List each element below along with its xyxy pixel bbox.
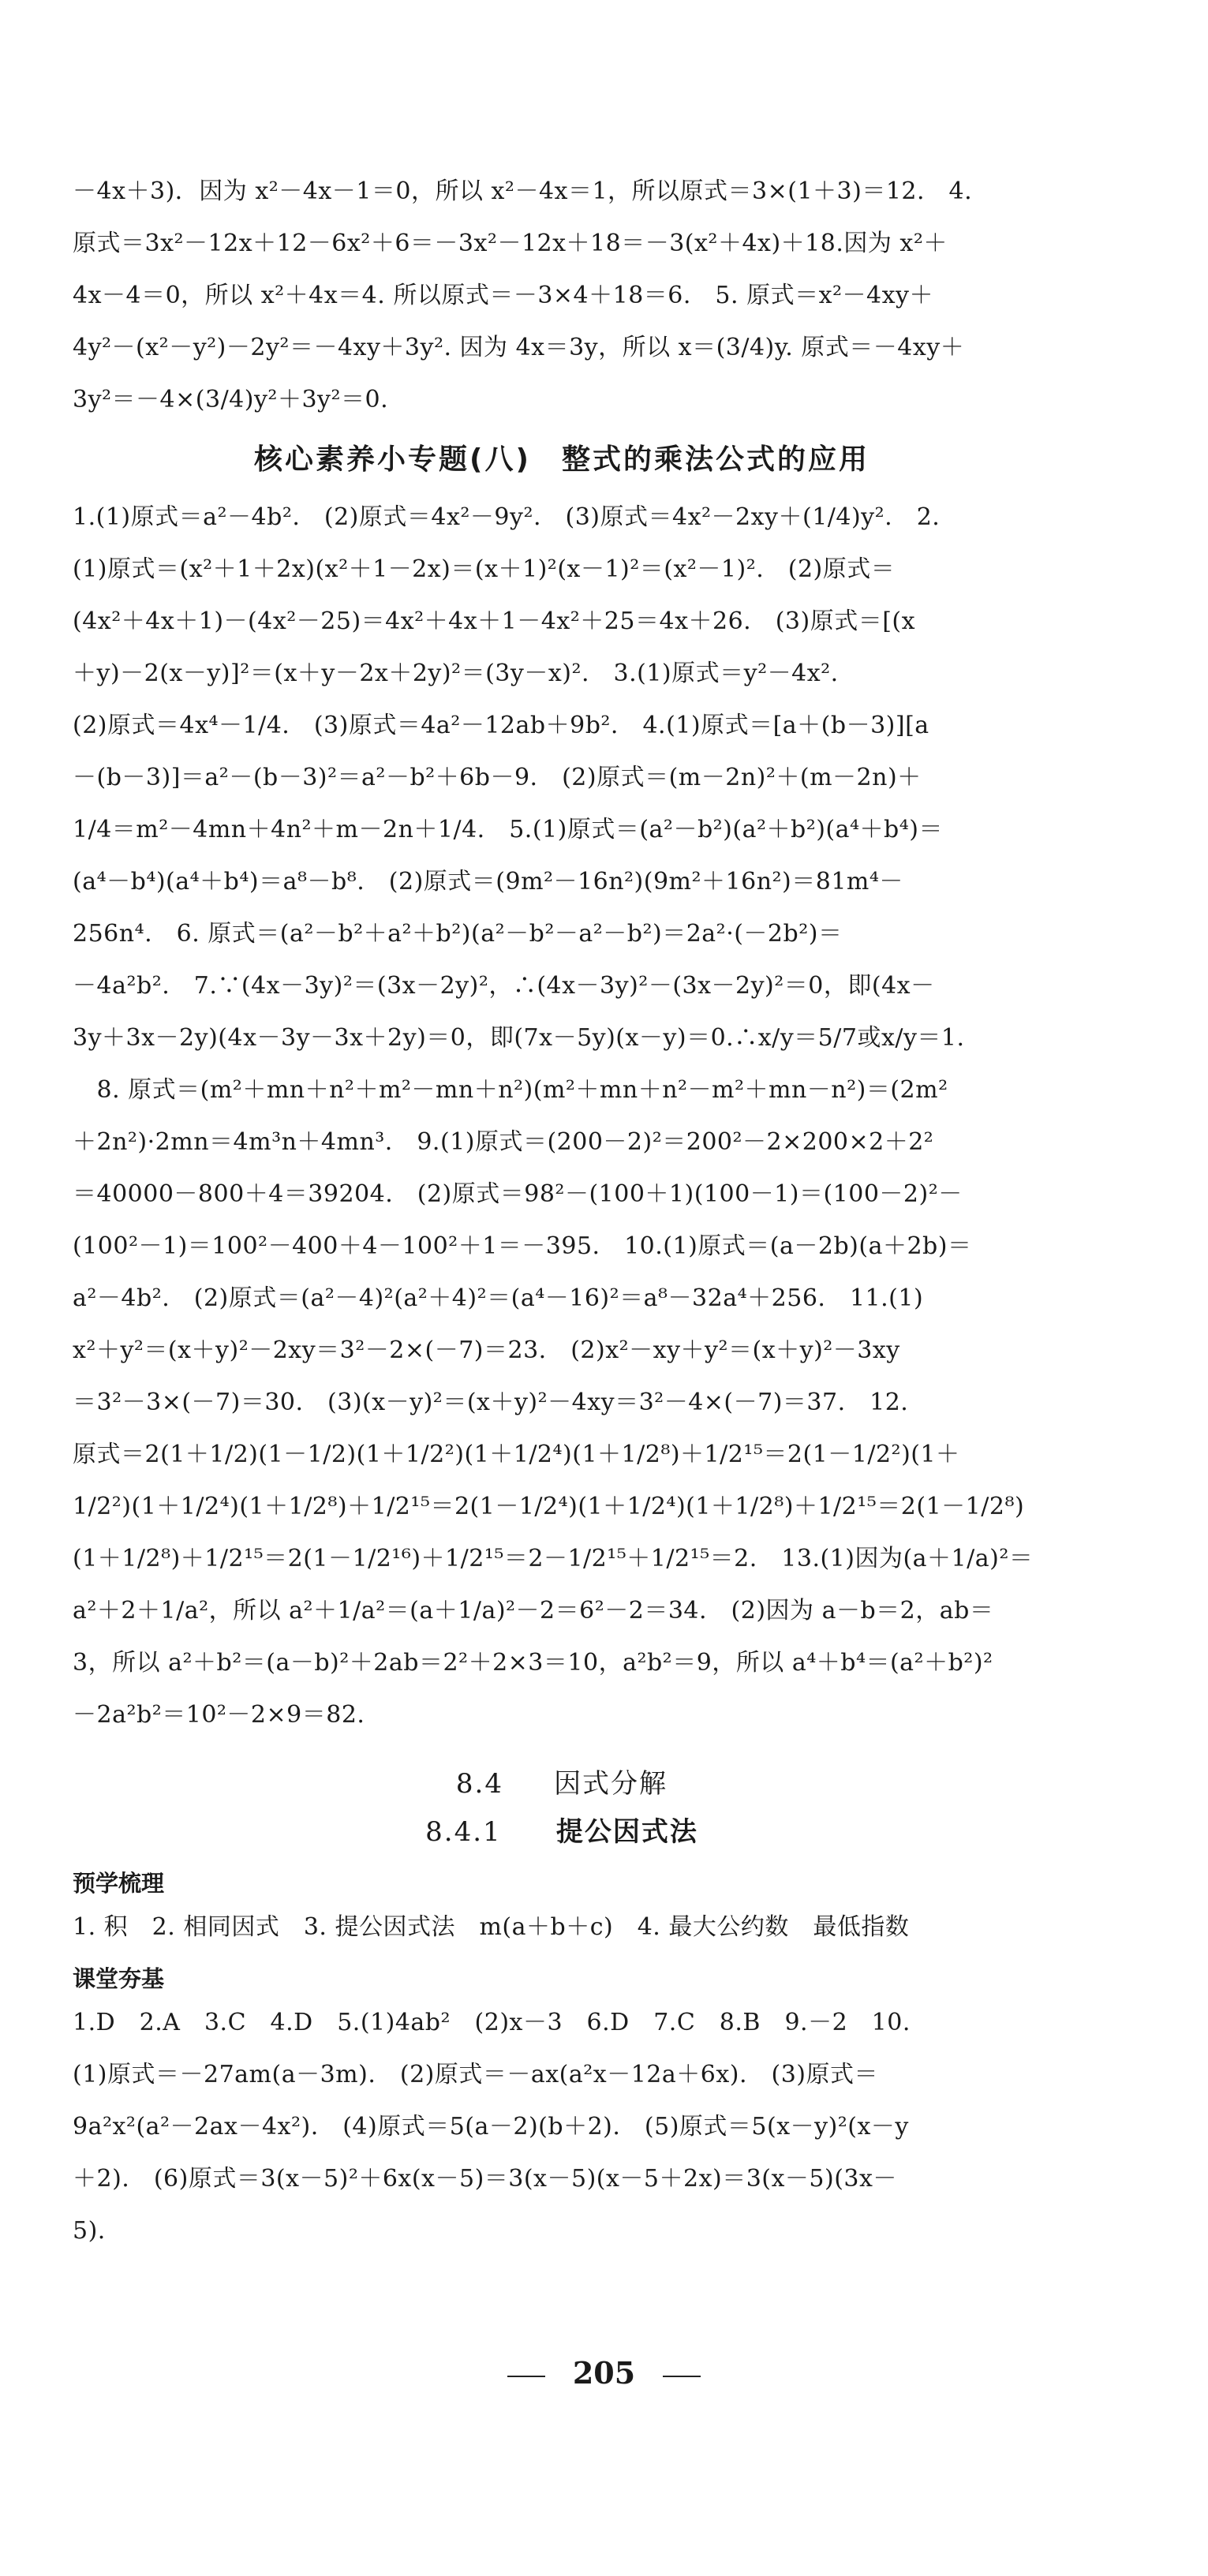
text-line: (1)原式＝－27am(a－3m). (2)原式＝－ax(a²x－12a＋6x). (3)原式＝ [73, 2061, 879, 2088]
text-line: 256n⁴. 6. 原式＝(a²－b²＋a²＋b²)(a²－b²－a²－b²)＝2a²·(－2b²)＝ [73, 920, 843, 948]
text-line: －4a²b². 7.∵(4x－3y)²＝(3x－2y)²，∴(4x－3y)²－(3x－2y)²＝0，即(4x－ [73, 972, 935, 1000]
text-line: 原式＝2(1＋1/2)(1－1/2)(1＋1/2²)(1＋1/2⁴)(1＋1/2⁸)＋1/2¹⁵＝2(1－1/2²)(1＋ [73, 1441, 960, 1468]
text-line: ＋y)－2(x－y)]²＝(x＋y－2x＋2y)²＝(3y－x)². 3.(1)原式＝y²－4x². [73, 660, 839, 687]
answer-page [73, 166, 1051, 2257]
footer-dash-left [507, 2376, 545, 2377]
text-line: 8. 原式＝(m²＋mn＋n²＋m²－mn＋n²)(m²＋mn＋n²－m²＋mn－n²)＝(2m² [73, 1076, 948, 1104]
text-line: ＝3²－3×(－7)＝30. (3)(x－y)²＝(x＋y)²－4xy＝3²－4×(－7)＝37. 12. [73, 1389, 909, 1416]
text-line: (2)原式＝4x⁴－1/4. (3)原式＝4a²－12ab＋9b². 4.(1)原式＝[a＋(b－3)][a [73, 712, 929, 739]
text-line: ＝40000－800＋4＝39204. (2)原式＝98²－(100＋1)(100－1)＝(100－2)²－ [73, 1180, 963, 1208]
preview-label: 预学梳理 [73, 1870, 165, 1897]
preview-text: 1. 积 2. 相同因式 3. 提公因式法 m(a＋b＋c) 4. 最大公约数 最低指数 [73, 1913, 910, 1941]
text-line: 1.D 2.A 3.C 4.D 5.(1)4ab² (2)x－3 6.D 7.C 8.B 9.－2 10. [73, 2009, 911, 2036]
text-line: 1/2²)(1＋1/2⁴)(1＋1/2⁸)＋1/2¹⁵＝2(1－1/2⁴)(1＋1/2⁴)(1＋1/2⁸)＋1/2¹⁵＝2(1－1/2⁸) [73, 1493, 1025, 1520]
section-heading [73, 1762, 1051, 1800]
text-line: 4x－4＝0，所以 x²＋4x＝4. 所以原式＝－3×4＋18＝6. 5. 原式＝x²－4xy＋ [73, 282, 933, 309]
text-line: 原式＝3x²－12x＋12－6x²＋6＝－3x²－12x＋18＝－3(x²＋4x)＋18.因为 x²＋ [73, 230, 948, 257]
section-number: 8.4 [455, 1768, 503, 1800]
page-number: 205 [572, 2355, 636, 2391]
text-line: a²＋2＋1/a²，所以 a²＋1/a²＝(a＋1/a)²－2＝6²－2＝34. (2)因为 a－b＝2，ab＝ [73, 1597, 994, 1624]
intro-block [73, 166, 1051, 426]
text-line: －(b－3)]＝a²－(b－3)²＝a²－b²＋6b－9. (2)原式＝(m－2n)²＋(m－2n)＋ [73, 764, 922, 791]
page-footer [0, 2355, 1208, 2391]
text-line: 9a²x²(a²－2ax－4x²). (4)原式＝5(a－2)(b＋2). (5)原式＝5(x－y)²(x－y [73, 2113, 909, 2140]
text-line: 5). [73, 2217, 106, 2245]
text-line: －2a²b²＝10²－2×9＝82. [73, 1701, 365, 1729]
text-line: ＋2n²)·2mn＝4m³n＋4mn³. 9.(1)原式＝(200－2)²＝200²－2×200×2＋2² [73, 1128, 934, 1156]
footer-dash-right [663, 2376, 701, 2377]
subsection-title: 提公因式法 [555, 1816, 698, 1848]
text-line: －4x＋3)．因为 x²－4x－1＝0，所以 x²－4x＝1，所以原式＝3×(1＋3)＝12. 4. [73, 178, 973, 205]
text-line: 1.(1)原式＝a²－4b². (2)原式＝4x²－9y². (3)原式＝4x²－2xy＋(1/4)y². 2. [73, 503, 941, 531]
text-line: (4x²＋4x＋1)－(4x²－25)＝4x²＋4x＋1－4x²＋25＝4x＋26. (3)原式＝[(x [73, 608, 916, 635]
special-topic-heading: 核心素养小专题(八) 整式的乘法公式的应用 [254, 443, 870, 476]
text-line: (1＋1/2⁸)＋1/2¹⁵＝2(1－1/2¹⁶)＋1/2¹⁵＝2－1/2¹⁵＋1/2¹⁵＝2. 13.(1)因为(a＋1/a)²＝ [73, 1545, 1034, 1572]
text-line: 3，所以 a²＋b²＝(a－b)²＋2ab＝2²＋2×3＝10，a²b²＝9，所以 a⁴＋b⁴＝(a²＋b²)² [73, 1649, 993, 1677]
text-line: (100²－1)＝100²－400＋4－100²＋1＝－395. 10.(1)原式＝(a－2b)(a＋2b)＝ [73, 1232, 972, 1260]
text-line: x²＋y²＝(x＋y)²－2xy＝3²－2×(－7)＝23. (2)x²－xy＋y²＝(x＋y)²－3xy [73, 1337, 900, 1364]
text-line: (a⁴－b⁴)(a⁴＋b⁴)＝a⁸－b⁸. (2)原式＝(9m²－16n²)(9m²＋16n²)＝81m⁴－ [73, 868, 903, 895]
text-line: 3y²＝－4×(3/4)y²＋3y²＝0. [73, 386, 389, 413]
subsection-heading [73, 1810, 1051, 1849]
text-line: (1)原式＝(x²＋1＋2x)(x²＋1－2x)＝(x＋1)²(x－1)²＝(x²－1)². (2)原式＝ [73, 555, 896, 583]
classroom-label: 课堂夯基 [73, 1965, 165, 1992]
text-line: ＋2). (6)原式＝3(x－5)²＋6x(x－5)＝3(x－5)(x－5＋2x)＝3(x－5)(3x－ [73, 2165, 897, 2193]
classroom-block [73, 1997, 1051, 2257]
text-line: a²－4b². (2)原式＝(a²－4)²(a²＋4)²＝(a⁴－16)²＝a⁸－32a⁴＋256. 11.(1) [73, 1284, 924, 1312]
section-title: 因式分解 [554, 1768, 668, 1800]
text-line: 4y²－(x²－y²)－2y²＝－4xy＋3y². 因为 4x＝3y，所以 x＝(3/4)y. 原式＝－4xy＋ [73, 334, 965, 361]
subsection-number: 8.4.1 [425, 1816, 502, 1848]
text-line: 3y＋3x－2y)(4x－3y－3x＋2y)＝0，即(7x－5y)(x－y)＝0.∴x/y＝5/7或x/y＝1. [73, 1024, 965, 1052]
special-topic-block [73, 492, 1051, 1741]
text-line: 1/4＝m²－4mn＋4n²＋m－2n＋1/4. 5.(1)原式＝(a²－b²)(a²＋b²)(a⁴＋b⁴)＝ [73, 816, 943, 843]
